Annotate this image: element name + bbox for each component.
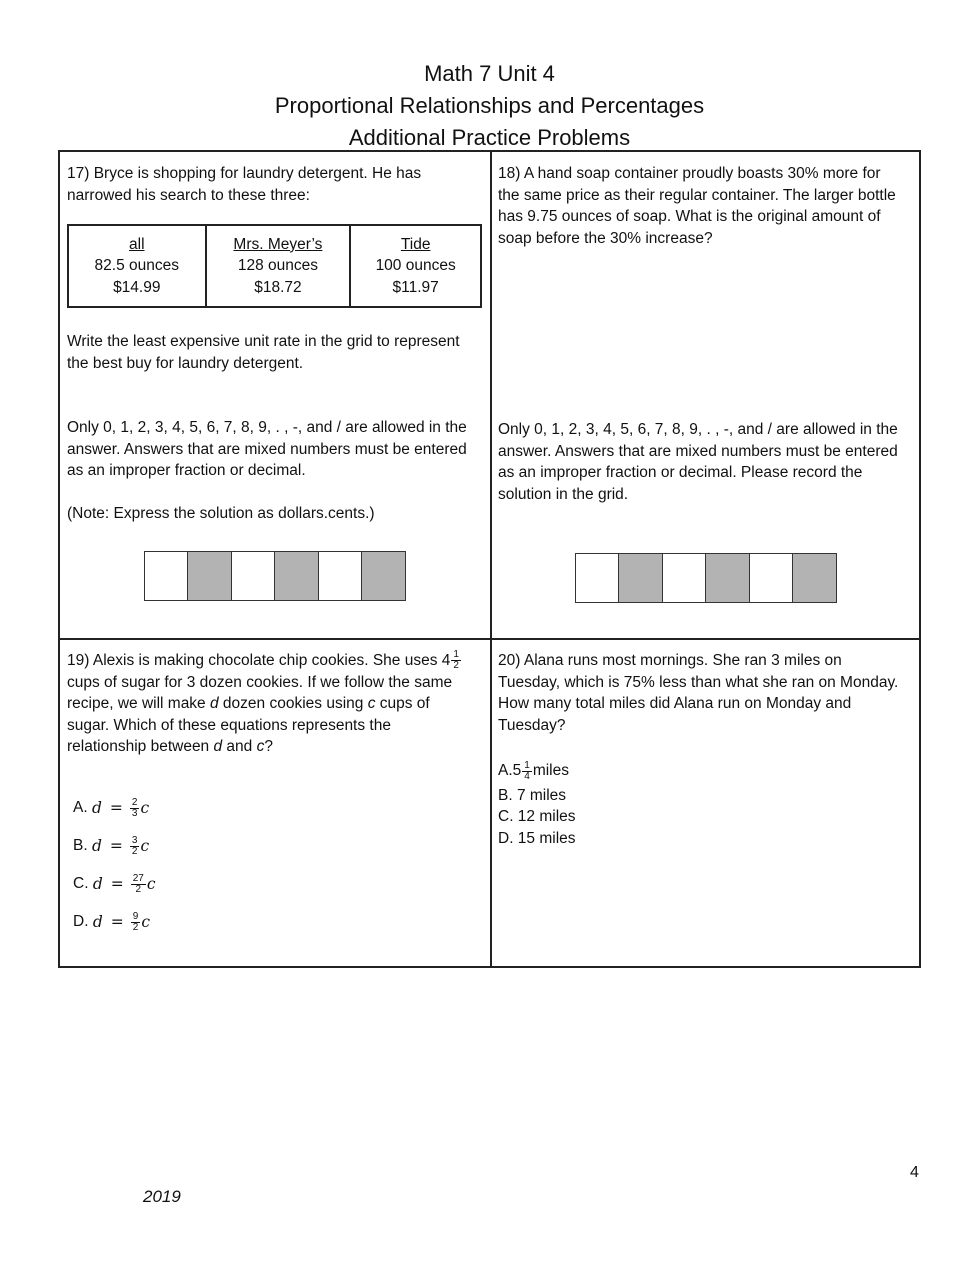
- text-span: relationship between: [67, 738, 214, 755]
- problem-17-task: [67, 331, 487, 374]
- problem-20-line1: 20) Alana runs most mornings. She ran 3 miles on: [498, 652, 842, 669]
- problem-17-rules: [67, 417, 487, 525]
- fraction-numerator: 1: [524, 759, 530, 771]
- problem-19: [67, 650, 485, 758]
- detergent-table: [67, 224, 482, 308]
- problem-17-intro-line2: narrowed his search to these three:: [67, 186, 310, 204]
- equation-lhs: d: [92, 875, 103, 893]
- problem-18-line3: has 9.75 ounces of soap. What is the original amount of: [498, 208, 881, 225]
- option-b[interactable]: [73, 831, 149, 861]
- answer-box[interactable]: [274, 551, 319, 601]
- product-amount: 82.5 ounces: [94, 257, 179, 275]
- fraction-denominator: 2: [131, 845, 138, 857]
- product-mrs-meyers: [206, 225, 351, 307]
- coefficient-fraction: [130, 836, 140, 857]
- product-amount: 128 ounces: [237, 257, 318, 275]
- option-c[interactable]: [73, 869, 156, 899]
- problem-17-task-line2: the best buy for laundry detergent.: [67, 354, 304, 372]
- rules-line: solution in the grid.: [498, 485, 629, 503]
- option-a[interactable]: [73, 793, 149, 823]
- product-name: Mrs. Meyer’s: [233, 235, 323, 253]
- fraction-denominator: 2: [453, 660, 459, 672]
- fraction-numerator: 2: [131, 796, 138, 808]
- equation-lhs: d: [91, 837, 102, 855]
- problem-18-rules: [498, 419, 918, 505]
- rules-line: as an improper fraction or decimal.: [67, 462, 306, 479]
- problem-19-line1: [67, 650, 485, 672]
- option-label: B.: [73, 837, 88, 854]
- equation-rhs: c: [140, 837, 150, 855]
- answer-box[interactable]: [792, 553, 837, 603]
- problem-18-line1: 18) A hand soap container proudly boasts 30% more for: [498, 165, 881, 182]
- product-tide: [350, 225, 481, 307]
- option-unit: miles: [532, 762, 569, 780]
- problem-20: [498, 650, 918, 849]
- coefficient-fraction: [131, 874, 146, 895]
- problem-19-line2: cups of sugar for 3 dozen cookies. If we follow the same: [67, 673, 453, 691]
- fraction-denominator: 3: [131, 807, 138, 819]
- answer-box[interactable]: [749, 553, 794, 603]
- coefficient-fraction: [131, 912, 141, 933]
- variable-d: d: [210, 695, 219, 712]
- text-span: dozen cookies using: [218, 695, 368, 712]
- footer-year: 2019: [143, 1187, 181, 1206]
- text-span: ?: [264, 738, 273, 755]
- option-a[interactable]: [498, 758, 918, 785]
- option-label: D.: [73, 913, 89, 930]
- problems-grid: [58, 150, 921, 968]
- option-label: A.: [73, 799, 88, 816]
- header-topic-title: Proportional Relationships and Percentages: [274, 93, 705, 118]
- grid-vertical-divider: [490, 152, 492, 966]
- document-header: [0, 58, 979, 154]
- problem-19-line5: [67, 736, 485, 758]
- variable-c: c: [367, 695, 376, 712]
- answer-box[interactable]: [705, 553, 750, 603]
- product-all: [68, 225, 206, 307]
- rules-line: as an improper fraction or decimal. Please record the: [498, 464, 863, 481]
- coefficient-fraction: [130, 798, 140, 819]
- problem-18-answer-grid: [576, 553, 837, 603]
- rules-line: answer. Answers that are mixed numbers must be entered: [67, 440, 467, 458]
- header-subtitle: Additional Practice Problems: [348, 125, 631, 150]
- fraction-numerator: 1: [453, 649, 459, 661]
- answer-box[interactable]: [187, 551, 232, 601]
- fraction-denominator: 2: [132, 921, 139, 933]
- option-b[interactable]: B. 7 miles: [498, 786, 567, 804]
- problem-18: [498, 163, 918, 249]
- option-label: A.5: [498, 762, 522, 780]
- page-number: 4: [910, 1164, 919, 1181]
- answer-box[interactable]: [144, 551, 189, 601]
- equation-lhs: d: [92, 913, 103, 931]
- problem-19-line1-text: 19) Alexis is making chocolate chip cookies. She uses 4: [67, 652, 451, 669]
- problem-20-line4: Tuesday?: [498, 716, 566, 734]
- equals-sign: =: [110, 913, 124, 931]
- equals-sign: =: [109, 837, 123, 855]
- problem-20-line3: How many total miles did Alana run on Monday and: [498, 695, 852, 712]
- product-amount: 100 ounces: [375, 257, 456, 275]
- text-span: recipe, we will make: [67, 695, 210, 712]
- problem-17-task-line1: Write the least expensive unit rate in the grid to represent: [67, 333, 460, 350]
- option-d[interactable]: [73, 907, 150, 937]
- problem-17-note: (Note: Express the solution as dollars.cents.): [67, 505, 375, 522]
- answer-box[interactable]: [318, 551, 363, 601]
- option-label: C.: [73, 875, 89, 892]
- product-price: $18.72: [254, 278, 302, 296]
- fraction-numerator: 3: [131, 834, 138, 846]
- problem-19-line3: [67, 693, 485, 715]
- grid-horizontal-divider: [60, 638, 919, 640]
- answer-box[interactable]: [231, 551, 276, 601]
- header-unit-title: Math 7 Unit 4: [424, 61, 555, 86]
- variable-d: d: [213, 738, 223, 755]
- fraction-denominator: 4: [524, 770, 530, 782]
- equation-rhs: c: [146, 875, 156, 893]
- rules-line: Only 0, 1, 2, 3, 4, 5, 6, 7, 8, 9, . , -, and / are allowed in the: [498, 421, 898, 438]
- equals-sign: =: [110, 875, 124, 893]
- text-span: and: [222, 738, 257, 755]
- answer-box[interactable]: [575, 553, 620, 603]
- problem-17-intro-line1: 17) Bryce is shopping for laundry detergent. He has: [67, 165, 422, 182]
- equation-rhs: c: [141, 913, 150, 931]
- product-name: Tide: [400, 235, 431, 253]
- equals-sign: =: [109, 799, 123, 817]
- option-c[interactable]: C. 12 miles: [498, 808, 576, 825]
- rules-line: Only 0, 1, 2, 3, 4, 5, 6, 7, 8, 9, . , -, and / are allowed in the: [67, 419, 467, 436]
- product-price: $14.99: [113, 278, 161, 296]
- equation-lhs: d: [91, 799, 102, 817]
- answer-box[interactable]: [361, 551, 406, 601]
- problem-18-line4: soap before the 30% increase?: [498, 229, 713, 247]
- text-span: cups of: [375, 695, 430, 712]
- problem-18-line2: the same price as their regular container. The larger bottle: [498, 186, 896, 204]
- answer-box[interactable]: [618, 553, 663, 603]
- mixed-fraction: [522, 761, 532, 782]
- fraction-numerator: 9: [132, 910, 139, 922]
- answer-box[interactable]: [662, 553, 707, 603]
- fraction-denominator: 2: [135, 883, 142, 895]
- rules-line: answer. Answers that are mixed numbers must be entered: [498, 442, 898, 460]
- problem-20-line2: Tuesday, which is 75% less than what she ran on Monday.: [498, 673, 899, 691]
- problem-17-answer-grid: [145, 551, 406, 601]
- fraction-numerator: 27: [132, 872, 144, 884]
- product-price: $11.97: [392, 278, 439, 296]
- option-d[interactable]: D. 15 miles: [498, 829, 576, 847]
- product-name: all: [129, 235, 145, 253]
- equation-rhs: c: [140, 799, 150, 817]
- mixed-fraction: [451, 650, 461, 671]
- variable-c: c: [256, 738, 265, 755]
- problem-19-line4: sugar. Which of these equations represents the: [67, 716, 391, 734]
